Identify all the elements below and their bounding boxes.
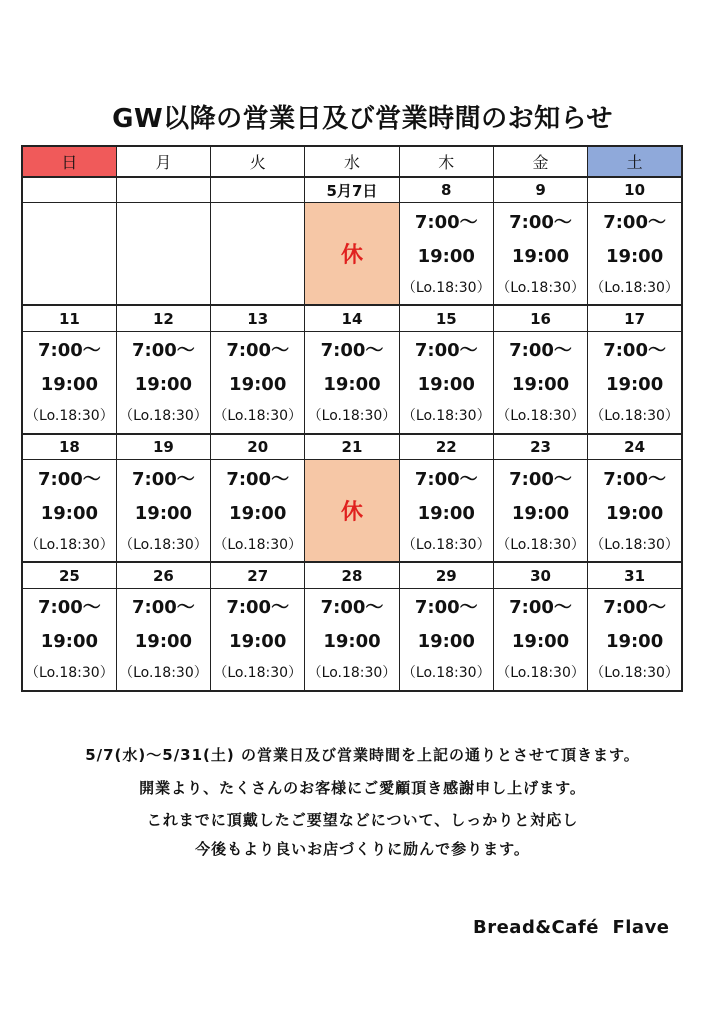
opening-time: 7:00～ — [320, 597, 384, 619]
opening-time: 7:00～ — [132, 340, 195, 362]
closing-time: 19:00 — [417, 502, 475, 524]
closing-time: 19:00 — [40, 631, 99, 653]
weekday-header-tuesday: 火 — [211, 146, 305, 177]
last-order-time: （Lo.18:30） — [25, 665, 114, 682]
business-hours-cell — [399, 203, 493, 306]
weekday-header-monday: 月 — [116, 146, 210, 177]
weekday-header-wednesday: 水 — [305, 146, 399, 177]
last-order-time: （Lo.18:30） — [401, 408, 491, 425]
business-hours-cell — [493, 460, 587, 563]
closing-time: 19:00 — [40, 374, 99, 396]
opening-time: 7:00～ — [226, 340, 290, 362]
business-hours-cell — [399, 331, 493, 434]
last-order-time: （Lo.18:30） — [401, 279, 491, 296]
opening-time: 7:00～ — [603, 597, 666, 619]
date-cell — [211, 177, 305, 203]
closing-time: 19:00 — [511, 374, 570, 396]
opening-time: 7:00～ — [38, 340, 101, 362]
last-order-time: （Lo.18:30） — [25, 536, 114, 553]
last-order-time: （Lo.18:30） — [307, 408, 397, 425]
last-order-time: （Lo.18:30） — [119, 665, 208, 682]
opening-time: 7:00～ — [226, 597, 290, 619]
business-hours-cell — [588, 460, 682, 563]
business-hours-cell — [116, 588, 210, 691]
last-order-time: （Lo.18:30） — [119, 536, 208, 553]
date-cell: 16 — [493, 305, 587, 331]
opening-time: 7:00～ — [603, 211, 666, 233]
closing-time: 19:00 — [134, 502, 193, 524]
last-order-time: （Lo.18:30） — [590, 279, 679, 296]
date-cell — [22, 177, 116, 203]
business-hours-cell — [588, 588, 682, 691]
business-hours-cell — [588, 331, 682, 434]
closing-time: 19:00 — [511, 631, 570, 653]
empty-day-cell — [22, 203, 116, 306]
date-cell: 15 — [399, 305, 493, 331]
closing-time: 19:00 — [323, 374, 381, 396]
date-cell: 28 — [305, 562, 399, 588]
closing-time: 19:00 — [40, 502, 99, 524]
date-cell: 10 — [588, 177, 682, 203]
hours-row — [22, 588, 682, 691]
date-cell: 5月7日 — [305, 177, 399, 203]
opening-time: 7:00～ — [509, 211, 572, 233]
business-hours-cell — [399, 460, 493, 563]
opening-time: 7:00～ — [38, 597, 101, 619]
last-order-time: （Lo.18:30） — [496, 279, 585, 296]
date-cell: 31 — [588, 562, 682, 588]
date-cell: 19 — [116, 434, 210, 460]
closing-time: 19:00 — [417, 631, 475, 653]
last-order-time: （Lo.18:30） — [213, 665, 303, 682]
closing-time: 19:00 — [417, 245, 475, 267]
closing-time: 19:00 — [417, 374, 475, 396]
last-order-time: （Lo.18:30） — [307, 665, 397, 682]
hours-row — [22, 203, 682, 306]
date-cell: 24 — [588, 434, 682, 460]
opening-time: 7:00～ — [226, 468, 290, 490]
date-cell: 27 — [211, 562, 305, 588]
business-hours-cell — [493, 588, 587, 691]
date-cell: 17 — [588, 305, 682, 331]
last-order-time: （Lo.18:30） — [401, 665, 491, 682]
closing-time: 19:00 — [229, 374, 287, 396]
date-cell — [116, 177, 210, 203]
closed-label: 休 — [340, 500, 363, 526]
date-cell: 8 — [399, 177, 493, 203]
weekday-header-thursday: 木 — [399, 146, 493, 177]
date-cell: 30 — [493, 562, 587, 588]
message-line-2: 開業より、たくさんのお客様にご愛顧頂き感謝申し上げます。 — [139, 779, 586, 797]
date-cell: 23 — [493, 434, 587, 460]
last-order-time: （Lo.18:30） — [590, 408, 679, 425]
date-row — [22, 177, 682, 203]
date-row — [22, 562, 682, 588]
date-cell: 26 — [116, 562, 210, 588]
empty-day-cell — [116, 203, 210, 306]
weekday-header-friday: 金 — [493, 146, 587, 177]
shop-name: Bread&Café Flave — [473, 917, 670, 938]
date-row — [22, 434, 682, 460]
last-order-time: （Lo.18:30） — [25, 408, 114, 425]
date-cell: 9 — [493, 177, 587, 203]
opening-time: 7:00～ — [509, 468, 572, 490]
page-title: GW以降の営業日及び営業時間のお知らせ — [112, 104, 613, 134]
business-hours-cell — [588, 203, 682, 306]
closed-day-cell — [305, 203, 399, 306]
opening-time: 7:00～ — [414, 340, 478, 362]
closing-time: 19:00 — [605, 502, 664, 524]
date-cell: 14 — [305, 305, 399, 331]
last-order-time: （Lo.18:30） — [119, 408, 208, 425]
business-hours-cell — [22, 331, 116, 434]
weekday-header-row — [22, 146, 682, 177]
closed-label: 休 — [340, 243, 363, 269]
date-cell: 25 — [22, 562, 116, 588]
hours-row — [22, 460, 682, 563]
business-hours-cell — [493, 331, 587, 434]
opening-time: 7:00～ — [414, 597, 478, 619]
closing-time: 19:00 — [134, 374, 193, 396]
weekday-header-sunday: 日 — [22, 146, 116, 177]
date-cell: 18 — [22, 434, 116, 460]
closing-time: 19:00 — [229, 631, 287, 653]
opening-time: 7:00～ — [132, 468, 195, 490]
last-order-time: （Lo.18:30） — [590, 536, 679, 553]
last-order-time: （Lo.18:30） — [213, 408, 303, 425]
closing-time: 19:00 — [229, 502, 287, 524]
closed-day-cell — [305, 460, 399, 563]
opening-time: 7:00～ — [603, 340, 666, 362]
closing-time: 19:00 — [511, 245, 570, 267]
opening-time: 7:00～ — [132, 597, 195, 619]
date-cell: 12 — [116, 305, 210, 331]
date-row — [22, 305, 682, 331]
closing-time: 19:00 — [605, 374, 664, 396]
closing-time: 19:00 — [605, 631, 664, 653]
last-order-time: （Lo.18:30） — [213, 536, 303, 553]
business-hours-cell — [211, 331, 305, 434]
date-cell: 29 — [399, 562, 493, 588]
date-cell: 13 — [211, 305, 305, 331]
opening-time: 7:00～ — [414, 468, 478, 490]
message-line-4: 今後もより良いお店づくりに励んで参ります。 — [195, 840, 530, 858]
closing-time: 19:00 — [134, 631, 193, 653]
hours-row — [22, 331, 682, 434]
weekday-header-saturday: 土 — [588, 146, 682, 177]
closing-time: 19:00 — [511, 502, 570, 524]
business-hours-cell — [305, 331, 399, 434]
business-hours-cell — [211, 460, 305, 563]
business-hours-cell — [22, 460, 116, 563]
opening-time: 7:00～ — [603, 468, 666, 490]
date-cell: 11 — [22, 305, 116, 331]
opening-time: 7:00～ — [320, 340, 384, 362]
date-cell: 22 — [399, 434, 493, 460]
business-hours-cell — [399, 588, 493, 691]
opening-time: 7:00～ — [509, 340, 572, 362]
business-hours-cell — [305, 588, 399, 691]
message-line-3: これまでに頂戴したご要望などについて、しっかりと対応し — [146, 811, 579, 829]
business-hours-cell — [22, 588, 116, 691]
business-hours-cell — [493, 203, 587, 306]
last-order-time: （Lo.18:30） — [401, 536, 491, 553]
business-hours-cell — [116, 460, 210, 563]
last-order-time: （Lo.18:30） — [590, 665, 679, 682]
closing-time: 19:00 — [605, 245, 664, 267]
business-hours-cell — [211, 588, 305, 691]
last-order-time: （Lo.18:30） — [496, 536, 585, 553]
opening-time: 7:00～ — [38, 468, 101, 490]
business-hours-cell — [116, 331, 210, 434]
opening-time: 7:00～ — [509, 597, 572, 619]
closing-time: 19:00 — [323, 631, 381, 653]
calendar-table — [21, 145, 683, 692]
last-order-time: （Lo.18:30） — [496, 408, 585, 425]
date-cell: 21 — [305, 434, 399, 460]
opening-time: 7:00～ — [414, 211, 478, 233]
message-line-1: 5/7(水)～5/31(土) の営業日及び営業時間を上記の通りとさせて頂きます。 — [85, 746, 640, 764]
empty-day-cell — [211, 203, 305, 306]
date-cell: 20 — [211, 434, 305, 460]
last-order-time: （Lo.18:30） — [496, 665, 585, 682]
